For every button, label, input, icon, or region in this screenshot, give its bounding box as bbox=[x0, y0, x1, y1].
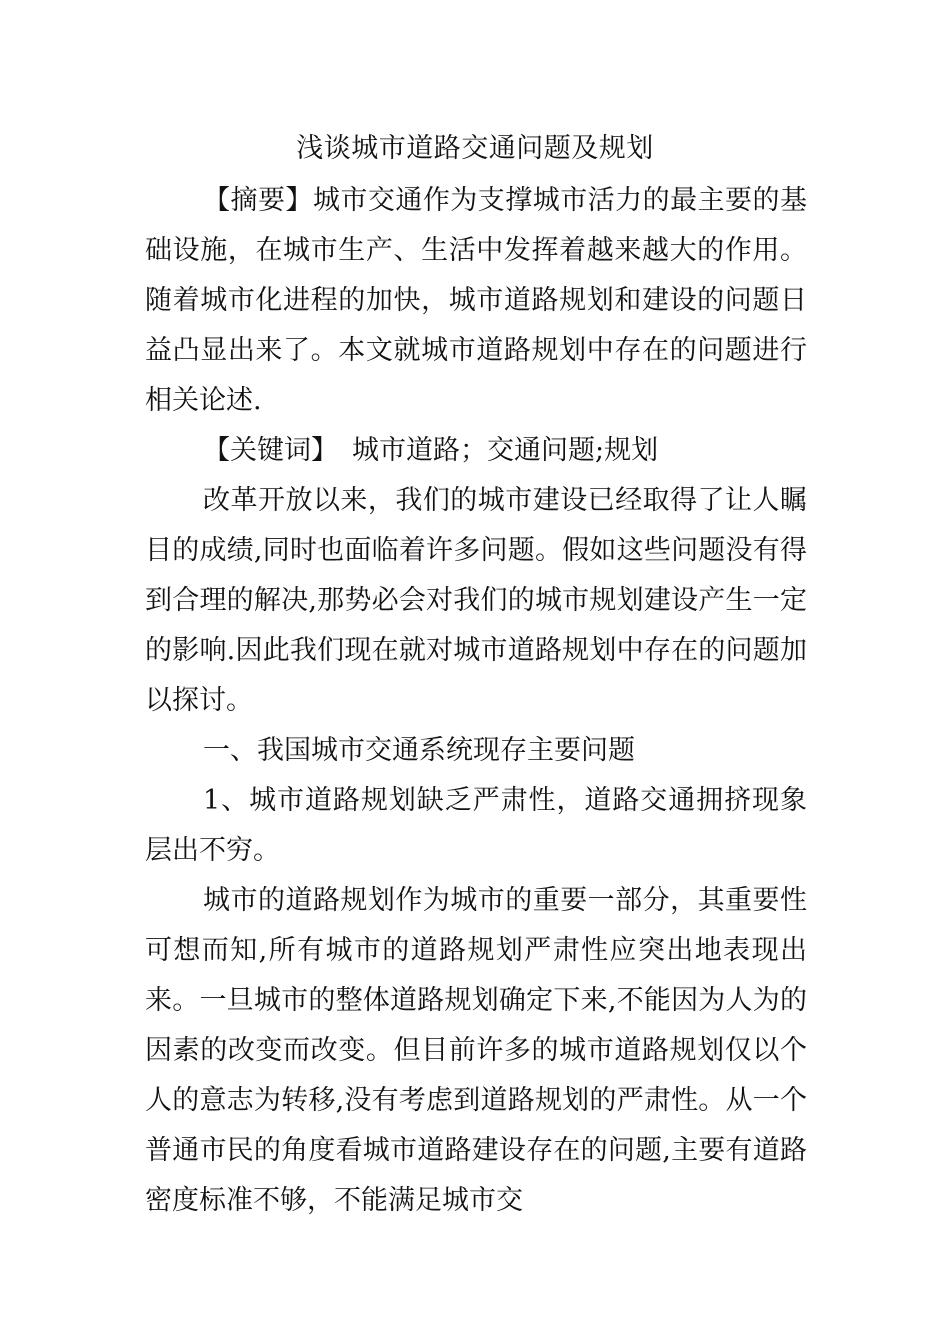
keywords-text: 城市道路；交通问题;规划 bbox=[352, 435, 659, 466]
subsection-heading: 1、城市道路规划缺乏严肃性，道路交通拥挤现象层出不穷。 bbox=[145, 785, 807, 866]
intro-paragraph: 改革开放以来，我们的城市建设已经取得了让人瞩目的成绩,同时也面临着许多问题。假如这些问题没有得到合理的解决,那势必会对我们的城市规划建设产生一定的影响.因此我们现在就对城市道路规划中存在的问题加以探讨。 bbox=[145, 485, 807, 716]
body-paragraph: 城市的道路规划作为城市的重要一部分，其重要性可想而知,所有城市的道路规划严肃性应突出地表现出来。一旦城市的整体道路规划确定下来,不能因为人为的因素的改变而改变。但目前许多的城市道路规划仅以个人的意志为转移,没有考虑到道路规划的严肃性。从一个普通市民的角度看城市道路建设存在的问题,主要有道路密度标准不够，不能满足城市交 bbox=[145, 885, 807, 1216]
abstract-paragraph: 【摘要】城市交通作为支撑城市活力的最主要的基础设施，在城市生产、生活中发挥着越来越大的作用。随着城市化进程的加快，城市道路规划和建设的问题日益凸显出来了。本文就城市道路规划中存在的问题进行相关论述. bbox=[145, 185, 807, 416]
document-title: 浅谈城市道路交通问题及规划 bbox=[296, 133, 654, 164]
document-body bbox=[145, 176, 807, 1226]
keywords-label: 【关键词】 bbox=[203, 435, 339, 466]
section-heading: 一、我国城市交通系统现存主要问题 bbox=[203, 735, 636, 766]
keywords-paragraph bbox=[145, 426, 807, 476]
